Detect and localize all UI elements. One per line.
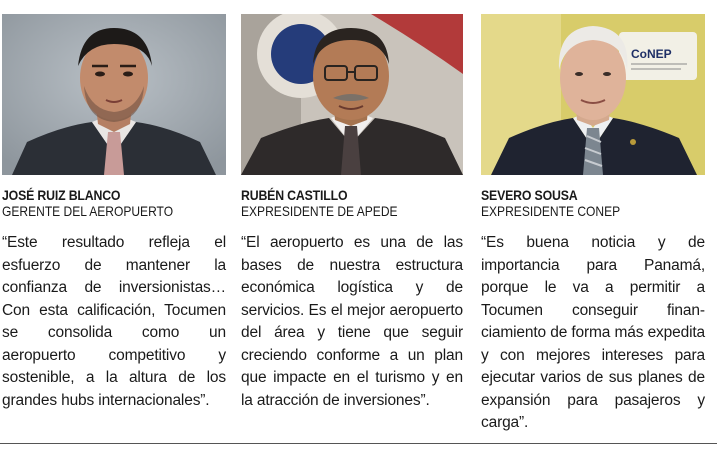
person-name: JOSÉ RUIZ BLANCO: [2, 187, 121, 203]
person-name: RUBÉN CASTILLO: [241, 187, 348, 203]
person-name: SEVERO SOUSA: [481, 187, 578, 203]
portrait-illustration: [481, 14, 705, 175]
person-quote: “Es buena noticia y de importancia para Panamá, porque le va a permitir a Tocumen conseguir financiamiento de forma más expedita y con mejores intereses para ejecutar varios de sus planes de expansión para pasajeros y carga”.: [481, 234, 705, 431]
bottom-divider: [0, 443, 717, 444]
portrait-illustration: [241, 14, 463, 175]
person-role: EXPRESIDENTE DE APEDE: [241, 203, 398, 219]
portrait-photo: [2, 14, 226, 175]
conep-logo-text: CoNEP: [631, 47, 672, 61]
person-role: GERENTE DEL AEROPUERTO: [2, 203, 174, 219]
profile-severo-sousa: [481, 14, 705, 435]
person-role: EXPRESIDENTE CONEP: [481, 203, 621, 219]
portrait-photo: [241, 14, 463, 175]
profile-ruben-castillo: [241, 14, 463, 412]
profile-jose-ruiz-blanco: [2, 14, 226, 412]
portrait-illustration: [2, 14, 226, 175]
person-quote: “Este resultado refleja el esfuerzo de mantener la confianza de inversionistas… Con esta calificación, Tocumen se consolida como un aeropuerto competitivo y sostenible, a la altura de los grandes hubs internacionales”.: [2, 234, 226, 409]
portrait-photo: [481, 14, 705, 175]
person-quote: “El aeropuerto es una de las bases de nuestra estructura económica logística y de servicios. Es el mejor aeropuerto del área y tiene que seguir creciendo conforme a un plan que impacte en el turismo y en la atracción de inversiones”.: [241, 234, 463, 409]
